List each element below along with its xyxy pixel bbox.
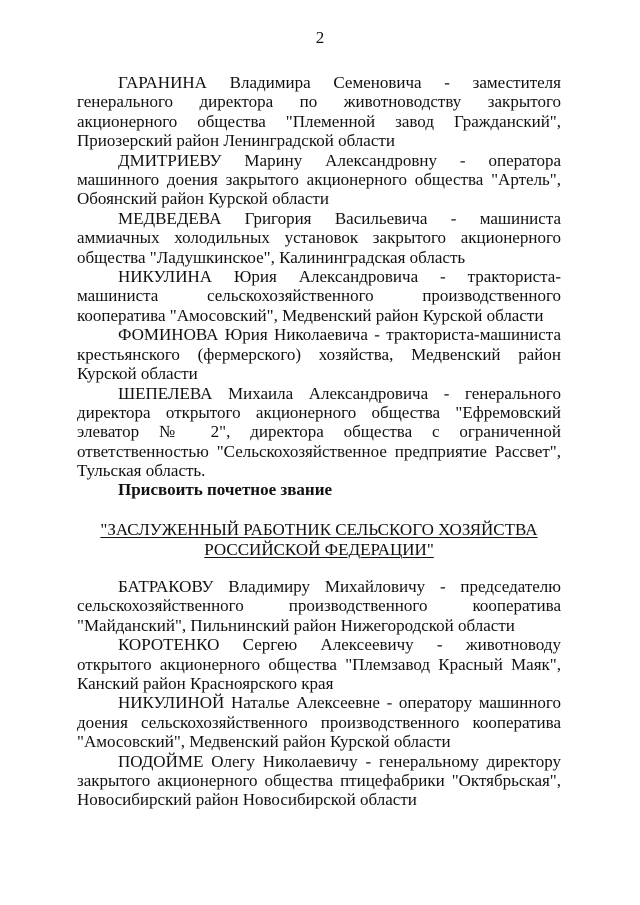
honorary-title-line-2: РОССИЙСКОЙ ФЕДЕРАЦИИ" <box>204 540 434 559</box>
section-heading: Присвоить почетное звание <box>118 480 333 499</box>
page-number: 2 <box>315 28 325 47</box>
list-item: ПОДОЙМЕ Олегу Николаевичу - генеральному директору закрытого акционерного общества птицефабрики "Октябрьская", Новосибирский район Новосибирской области <box>77 751 561 810</box>
list-item: БАТРАКОВУ Владимиру Михайловичу - председателю сельскохозяйственного производственного кооператива "Майданский", Пильнинский район Нижегородской области <box>77 577 561 635</box>
list-item: НИКУЛИНОЙ Наталье Алексеевне - оператору машинного доения сельскохозяйственного производственного кооператива "Амосовский", Медвенский район Курской области <box>77 693 561 752</box>
list-item: НИКУЛИНА Юрия Александровича - тракториста-машиниста сельскохозяйственного производственного кооператива "Амосовский", Медвенский район Курской области <box>77 267 561 325</box>
list-item: ДМИТРИЕВУ Марину Александровну - оператора машинного доения закрытого акционерного общества "Артель", Обоянский район Курской области <box>77 150 561 209</box>
honorary-title <box>77 520 561 560</box>
list-item: МЕДВЕДЕВА Григория Васильевича - машиниста аммиачных холодильных установок закрытого акционерного общества "Ладушкинское", Калининградская область <box>77 208 561 267</box>
list-item: ГАРАНИНА Владимира Семеновича - заместителя генерального директора по животноводству закрытого акционерного общества "Племенной завод Гражданский", Приозерский район Ленинградской области <box>77 73 561 151</box>
list-item: ФОМИНОВА Юрия Николаевича - тракториста-машиниста крестьянского (фермерского) хозяйства, Медвенский район Курской области <box>77 325 561 384</box>
list-item: КОРОТЕНКО Сергею Алексеевичу - животноводу открытого акционерного общества "Племзавод Красный Маяк", Канский район Красноярского края <box>77 635 561 694</box>
honorary-title-line-1: "ЗАСЛУЖЕННЫЙ РАБОТНИК СЕЛЬСКОГО ХОЗЯЙСТВА <box>100 520 538 539</box>
list-item: ШЕПЕЛЕВА Михаила Александровича - генерального директора открытого акционерного общества "Ефремовский элеватор № 2", директора общества с ограниченной ответственностью "Сельскохозяйственное предприятие Рассвет", Тульская область. <box>77 383 561 481</box>
award-list-top <box>77 73 561 481</box>
award-list-bottom <box>77 577 561 810</box>
